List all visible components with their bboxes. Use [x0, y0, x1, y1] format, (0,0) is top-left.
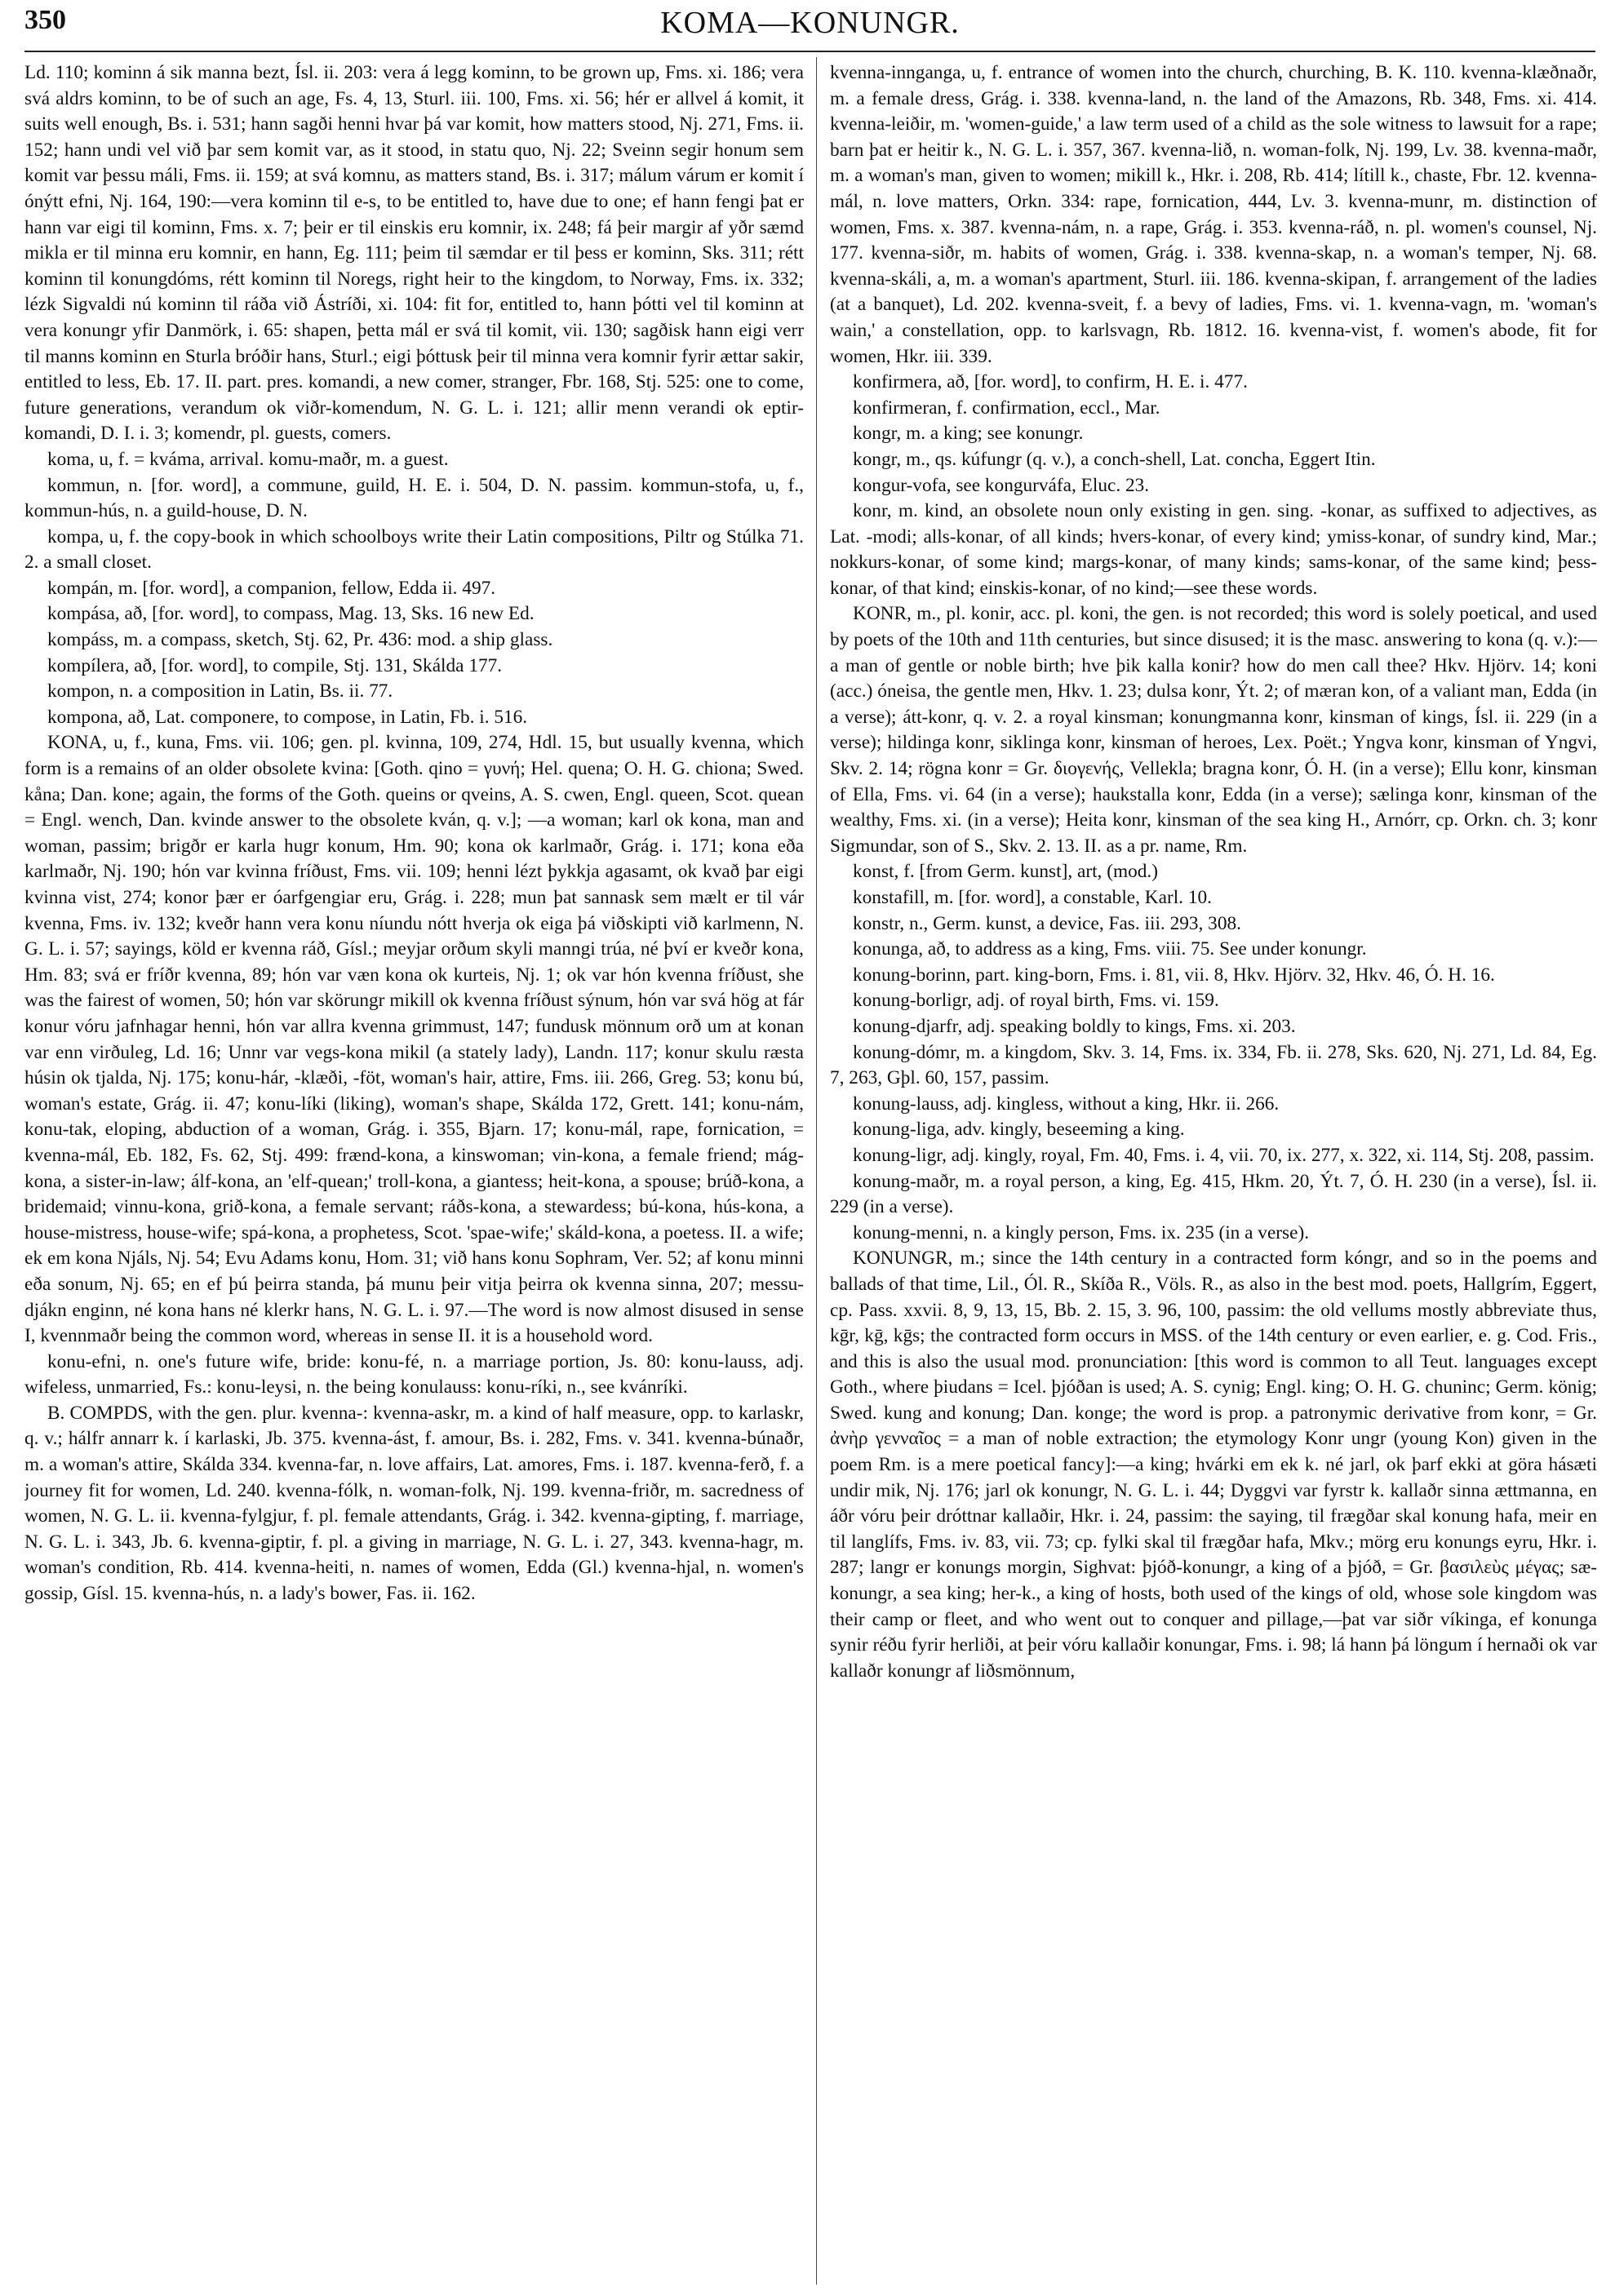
- left-column: [24, 60, 804, 2280]
- entry-kompan: kompán, m. [for. word], a companion, fellow, Edda ii. 497.: [47, 577, 496, 599]
- entry-compounds: B. COMPDS, with the gen. plur. kvenna-: kvenna-askr, m. a kind of half measure, opp. to karlaskr, q. v.; hálfr annarr k. í karlaski, Jb. 375. kvenna-ást, f. amour, Bs. i. 282, Fms. v. 341. kvenna-búnaðr, m. a woman's attire, Skálda 334. kvenna-far, n. love affairs, Lat. amores, Fms. i. 187. kvenna-ferð, f. a journey fit for women, Ld. 240. kvenna-fólk, n. woman-folk, Nj. 199. kvenna-friðr, m. sacredness of women, N. G. L. ii. kvenna-fylgjur, f. pl. female attendants, Grág. i. 342. kvenna-gipting, f. marriage, N. G. L. i. 343, Jb. 6. kvenna-giptir, f. pl. a giving in marriage, N. G. L. i. 27, 343. kvenna-hagr, m. woman's condition, Rb. 414. kvenna-heiti, n. names of women, Edda (Gl.) kvenna-hjal, n. women's gossip, Gísl. 15. kvenna-hús, n. a lady's bower, Fas. ii. 162.: [24, 1402, 804, 1605]
- entry-continuation: Ld. 110; kominn á sik manna bezt, Ísl. ii. 203: vera á legg kominn, to be grown up, Fms. xi. 186; vera svá aldrs kominn, to be of such an age, Fs. 4, 13, Sturl. iii. 100, Fms. xi. 56; hér er allvel á komit, it suits well enough, Bs. i. 531; hann sagði henni hvar þá var komit, how matters stood, Nj. 271, Fms. ii. 152; hann undi vel við þar sem komit var, as it stood, in statu quo, Nj. 22; Sveinn segir honum sem komit var þessu máli, Fms. ii. 159; at svá komnu, as matters stand, Bs. i. 317; málum várum er komit í ónýtt efni, Nj. 164, 190:—vera kominn til e-s, to be entitled to, have due to one; ef hann fengi þat er hann var eigi til kominn, Fms. x. 7; þeir er til einskis eru komnir, ix. 248; fá þeir margir af yðr sæmd mikla er til minna eru komnir, en hann, Eg. 111; þeim til sæmdar er til þess er kominn, Sks. 311; rétt kominn til konungdóms, rétt kominn til Noregs, right heir to the kingdom, to Norway, Fms. ix. 332; lézk Sigvaldi nú kominn til ráða við Ástríði, xi. 104: fit for, entitled to, hann þótti vel til kominn at vera konungr yfir Danmörk, i. 65: shapen, þetta mál er svá til komit, vii. 130; sagðisk hann eigi verr til manns kominn en Sturla bróðir hans, Sturl.; eigi þóttusk þeir til minna vera komnir fyrir ættar sakir, entitled to less, Eb. 17. II. part. pres. komandi, a new comer, stranger, Fbr. 168, Stj. 525: one to come, future generations, verandum ok viðr-komendum, N. G. L. i. 121; allir menn verandi ok eptir-komandi, D. I. i. 3; komendr, pl. guests, comers.: [24, 62, 804, 445]
- entry-konung-ligr: konung-ligr, adj. kingly, royal, Fm. 40, Fms. i. 4, vii. 70, ix. 277, x. 322, xi. 114, Stj. 208, passim.: [853, 1144, 1595, 1166]
- running-head: KOMA—KONUNGR.: [660, 6, 960, 40]
- page-header: [24, 5, 1595, 52]
- right-column: [830, 60, 1597, 2280]
- entry-konung-borligr: konung-borligr, adj. of royal birth, Fms. vi. 159.: [853, 990, 1219, 1012]
- entry-konungr: KONUNGR, m.; since the 14th century in a contracted form kóngr, and so in the poems and ballads of that time, Lil., Ól. R., Skíða R., Völs. R., as also in the best mod. poets, Hallgrím, Eggert, cp. Pass. xxvii. 8, 9, 13, 15, Bb. 2. 15, 3. 96, 100, passim: the old vellums mostly abbreviate thus, kḡr, kḡ, kḡs; the contracted form occurs in MSS. of the 14th century or even earlier, e. g. Cod. Fris., and this is also the usual mod. pronunciation: [this word is common to all Teut. languages except Goth., where þiudans = Icel. þjóðan is used; A. S. cynig; Engl. king; O. H. G. chuninc; Germ. könig; Swed. kung and konung; Dan. konge; the word is prop. a patronymic derivative from konr, = Gr. ἀνὴρ γενναῖος = a man of noble extraction; the etymology Konr ungr (young Kon) given in the poem Rm. is a mere poetical fancy]:—a king; hvárki em ek k. né jarl, ok þarf ekki at göra hásæti undir mik, Nj. 176; jarl ok konungr, N. G. L. i. 44; Dyggvi var fyrstr k. kallaðr sinna ættmanna, en áðr vóru þeir dróttnar kallaðir, Hkr. i. 24, passim: the saying, til frægðar skal konung hafa, meir en til langlífs, Fms. iv. 83, vii. 73; cp. fylki skal til frægðar hafa, Mkv.; mörg eru konungs eyru, Hkr. i. 287; langr er konungs morgin, Sighvat: þjóð-konungr, a king of a þjóð, = Gr. βασιλεὺς μέγας; sæ-konungr, a sea king; her-k., a king of hosts, both used of the kings of old, whose sole kingdom was their camp or fleet, and who went out to conquer and pillage,—þat var siðr víkinga, ef konunga synir réðu fyrir herliði, at þeir vóru kallaðir konungar, Fms. i. 98; lá hann þá löngum í hernaði ok var kallaðr konungr af liðsmönnum,: [830, 1248, 1597, 1682]
- entry-kongr-shell: kongr, m., qs. kúfungr (q. v.), a conch-shell, Lat. concha, Eggert Itin.: [853, 448, 1376, 470]
- entry-konung-borinn: konung-borinn, part. king-born, Fms. i. 81, vii. 8, Hkv. Hjörv. 32, Hkv. 46, Ó. H. 16.: [853, 964, 1495, 986]
- entry-kona: KONA, u, f., kuna, Fms. vii. 106; gen. pl. kvinna, 109, 274, Hdl. 15, but usually kvenna, which form is a remains of an older obsolete kvina: [Goth. qino = γυνή; Hel. quena; O. H. G. chiona; Swed. kåna; Dan. kone; again, the forms of the Goth. queins or qveins, A. S. cwen, Engl. queen, Scot. quean = Engl. wench, Dan. kvinde answer to the obsolete kván, q. v.]; —a woman; karl ok kona, man and woman, passim; brigðr er karla hugr konum, Hm. 90; kona ok karlmaðr, Grág. i. 171; kona eða karlmaðr, Nj. 190; hón var kvinna fríðust, Fms. vii. 109; henni lézt þykkja agasamt, ok kvað þar eigi kvinna vist, 274; konor þær er óarfgengiar eru, Grág. i. 228; mun þat sannask sem mælt er til vár kvenna, Fms. iv. 132; kveðr hann vera konu níundu nótt hverja ok eiga þá viðskipti við karlmenn, N. G. L. i. 57; sayings, köld er kvenna ráð, Gísl.; meyjar orðum skyli manngi trúa, né því er kveðr kona, Hm. 83; svá er fríðr kvenna, 89; hón var væn kona ok kurteis, Nj. 1; ok var hón kvenna fríðust, she was the fairest of women, 50; hón var skörungr mikill ok kvenna fríðust sýnum, hón var svá hög at fár konur vóru jafnhagar henni, hón var allra kvenna grimmust, 147; fundusk mönnum orð um at konan var enn virðuleg, Ld. 16; Unnr var vegs-kona mikil (a stately lady), Landn. 117; konur skulu ræsta húsin ok tjalda, Nj. 175; konu-hár, -klæði, -föt, woman's hair, attire, Fms. iii. 266, Greg. 53; konu bú, woman's estate, Grág. ii. 47; konu-líki (liking), woman's shape, Skálda 172, Grett. 141; konu-nám, konu-tak, eloping, abduction of a woman, Grág. i. 355, Bjarn. 17; konu-mál, rape, fornication, = kvenna-mál, Eb. 182, Fs. 62, Stj. 499: frænd-kona, a kinswoman; vin-kona, a female friend; mág-kona, a sister-in-law; álf-kona, an 'elf-quean;' troll-kona, a giantess; heit-kona, a spouse; brúð-kona, a bridemaid; vinnu-kona, grið-kona, a female servant; ráðs-kona, a stewardess; bú-kona, hús-kona, a house-mistress, house-wife; spá-kona, a prophetess, Scot. 'spae-wife;' skáld-kona, a poetess. II. a wife; ek em kona Njáls, Nj. 54; Evu Adams konu, Hom. 31; við hans konu Sophram, Ver. 52; af konu minni eða sonum, Nj. 65; en ef þú þeirra standa, þá munu þeir vitja þeirra ok kvenna sinna, 207; messu-djákn enginn, né kona hans né klerkr hans, N. G. L. i. 97.—The word is now almost disused in sense I, kvennmaðr being the common word, whereas in sense II. it is a household word.: [24, 732, 804, 1347]
- entry-kompa: kompa, u, f. the copy-book in which schoolboys write their Latin compositions, Piltr og Stúlka 71. 2. a small closet.: [24, 525, 804, 574]
- entry-konstafill: konstafill, m. [for. word], a constable, Karl. 10.: [853, 887, 1212, 908]
- entry-kompon: kompon, n. a composition in Latin, Bs. ii. 77.: [47, 680, 393, 703]
- entry-kompona: kompona, að, Lat. componere, to compose, in Latin, Fb. i. 516.: [47, 706, 528, 728]
- entry-konung-domr: konung-dómr, m. a kingdom, Skv. 3. 14, Fms. ix. 334, Fb. ii. 278, Sks. 620, Nj. 271, Ld. 84, Eg. 7, 263, Gþl. 60, 157, passim.: [830, 1041, 1597, 1089]
- entry-kongr-king: kongr, m. a king; see konungr.: [853, 423, 1084, 445]
- entry-konung-madr: konung-maðr, m. a royal person, a king, Eg. 415, Hkm. 20, Ýt. 7, Ó. H. 230 (in a verse), Ísl. ii. 229 (in a verse).: [830, 1170, 1597, 1218]
- entry-konung-liga: konung-liga, adv. kingly, beseeming a king.: [853, 1119, 1185, 1141]
- entry-konr-noble: KONR, m., pl. konir, acc. pl. koni, the gen. is not recorded; this word is solely poetical, and used by poets of the 10th and 11th centuries, but since disused; it is the masc. answering to kona (q. v.):—a man of gentle or noble birth; hve þik kalla konir? how do men call thee? Hkv. Hjörv. 14; koni (acc.) óneisa, the gentle men, Hkv. 1. 23; dulsa konr, Ýt. 2; of mæran kon, of a valiant man, Edda (in a verse); átt-konr, q. v. 2. a royal kinsman; konungmanna konr, kinsman of kings, Ísl. ii. 229 (in a verse); hildinga konr, siklinga konr, kinsman of heroes, Lex. Poët.; Yngva konr, kinsman of Yngvi, Skv. 2. 14; rögna konr = Gr. διογενής, Vellekla; bragna konr, Ó. H. (in a verse); Ellu konr, kinsman of Ella, Fms. vi. 64 (in a verse); haukstalla konr, Edda (in a verse); sælinga konr, kinsman of the wealthy, Fms. xi. (in a verse); Heita konr, kinsman of the sea king H., Arnórr, cp. Orkn. ch. 3; konr Sigmundar, son of S., Skv. 2. 13. II. as a pr. name, Rm.: [830, 603, 1597, 857]
- page-number: 350: [24, 5, 66, 35]
- entry-konfirmeran: konfirmeran, f. confirmation, eccl., Mar.: [853, 397, 1160, 419]
- entry-konu-efni: konu-efni, n. one's future wife, bride: konu-fé, n. a marriage portion, Js. 80: konu-lauss, adj. wifeless, unmarried, Fs.: konu-leysi, n. the being konulauss: konu-ríki, n., see kvánríki.: [24, 1350, 804, 1398]
- entry-konfirmera: konfirmera, að, [for. word], to confirm, H. E. i. 477.: [853, 371, 1248, 393]
- entry-kommun: kommun, n. [for. word], a commune, guild, H. E. i. 504, D. N. passim. kommun-stofa, u, f., kommun-hús, n. a guild-house, D. N.: [24, 474, 804, 522]
- entry-konunga: konunga, að, to address as a king, Fms. viii. 75. See under konungr.: [853, 938, 1367, 960]
- header-rule: [24, 51, 1595, 52]
- column-divider: [816, 57, 817, 2285]
- entry-kompass: kompáss, m. a compass, sketch, Stj. 62, Pr. 436: mod. a ship glass.: [47, 629, 553, 651]
- entry-kompasa: kompása, að, [for. word], to compass, Mag. 13, Sks. 16 new Ed.: [47, 603, 535, 625]
- entry-konstr: konstr, n., Germ. kunst, a device, Fas. iii. 293, 308.: [853, 912, 1241, 934]
- entry-konst: konst, f. [from Germ. kunst], art, (mod.): [853, 861, 1158, 883]
- entry-kvenna-compounds: kvenna-innganga, u, f. entrance of women into the church, churching, B. K. 110. kvenna-klæðnaðr, m. a female dress, Grág. i. 338. kvenna-land, n. the land of the Amazons, Rb. 348, Fms. xi. 414. kvenna-leiðir, m. 'women-guide,' a law term used of a child as the sole witness to lawsuit for a rape; barn þat er heitir k., N. G. L. i. 357, 367. kvenna-lið, n. woman-folk, Nj. 199, Lv. 38. kvenna-maðr, m. a woman's man, given to women; mikill k., Hkr. i. 208, Rb. 414; lítill k., chaste, Fbr. 12. kvenna-mál, n. love matters, Orkn. 334: rape, fornication, 444, Lv. 3. kvenna-munr, m. distinction of women, Fms. x. 387. kvenna-nám, n. a rape, Grág. i. 353. kvenna-ráð, n. pl. women's counsel, Nj. 177. kvenna-siðr, m. habits of women, Grág. i. 338. kvenna-skap, n. a woman's temper, Nj. 68. kvenna-skáli, a, m. a woman's apartment, Sturl. iii. 186. kvenna-skipan, f. arrangement of the ladies (at a banquet), Ld. 202. kvenna-sveit, f. a bevy of ladies, Fms. vi. 1. kvenna-vagn, m. 'woman's wain,' a constellation, opp. to karlsvagn, Rb. 1812. 16. kvenna-vist, f. women's abode, fit for women, Hkr. iii. 339.: [830, 62, 1597, 367]
- entry-koma: koma, u, f. = kváma, arrival. komu-maðr, m. a guest.: [47, 448, 449, 470]
- entry-konung-menni: konung-menni, n. a kingly person, Fms. ix. 235 (in a verse).: [853, 1221, 1310, 1243]
- entry-kongur-vofa: kongur-vofa, see kongurváfa, Eluc. 23.: [853, 474, 1150, 496]
- entry-konung-djarfr: konung-djarfr, adj. speaking boldly to kings, Fms. xi. 203.: [853, 1015, 1296, 1037]
- entry-kompilera: kompílera, að, [for. word], to compile, Stj. 131, Skálda 177.: [47, 654, 503, 676]
- entry-konr-kind: konr, m. kind, an obsolete noun only existing in gen. sing. -konar, as suffixed to adjectives, as Lat. -modi; alls-konar, of all kinds; hvers-konar, of every kind; ymiss-konar, of sundry kind, Mar.; nokkurs-konar, of some kind; margs-konar, of many kinds; sams-konar, of the same kind; þess-konar, of that kind; einskis-konar, of no kind;—see these words.: [830, 500, 1597, 599]
- entry-konung-lauss: konung-lauss, adj. kingless, without a king, Hkr. ii. 266.: [853, 1093, 1280, 1115]
